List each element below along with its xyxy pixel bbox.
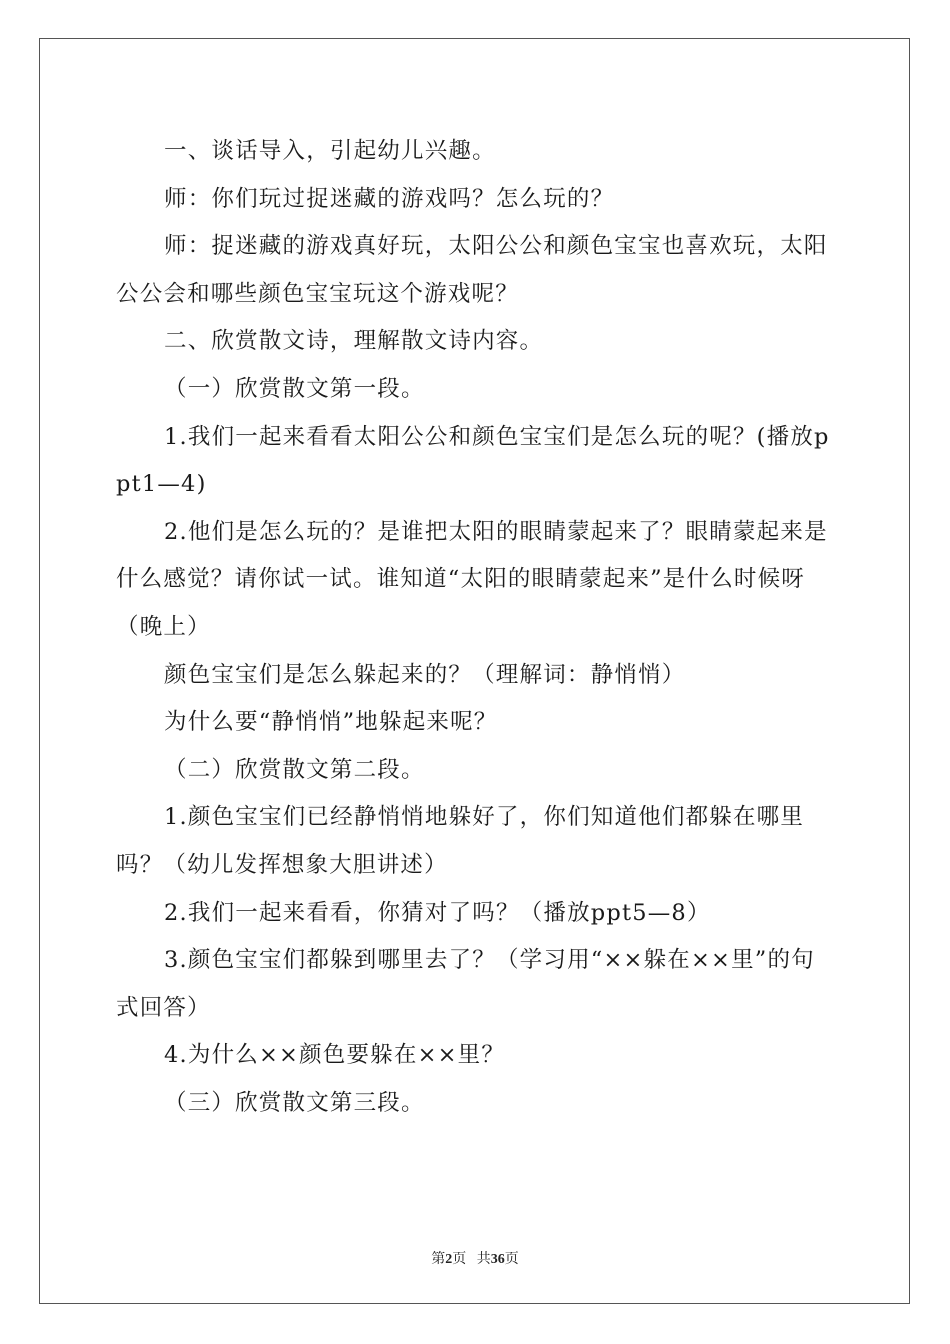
document-body (116, 128, 836, 1127)
paragraph: 师：你们玩过捉迷藏的游戏吗？怎么玩的？ (164, 185, 615, 212)
paragraph: 为什么要“静悄悄”地躲起来呢？ (164, 709, 498, 736)
current-page-number: 2 (445, 1252, 453, 1267)
paragraph: （二）欣赏散文第二段。 (164, 756, 425, 783)
paragraph: （一）欣赏散文第一段。 (164, 375, 425, 402)
paragraph: 2.我们一起来看看，你猜对了吗？（播放ppt5—8） (164, 899, 711, 926)
paragraph: 一、谈话导入，引起幼儿兴趣。 (164, 138, 496, 164)
paragraph: 4.为什么××颜色要躲在××里？ (164, 1042, 506, 1069)
paragraph: 师：捉迷藏的游戏真好玩，太阳公公和颜色宝宝也喜欢玩，太阳公公会和哪些颜色宝宝玩这个游戏呢？ (116, 233, 828, 307)
paragraph: 1.颜色宝宝们已经静悄悄地躲好了，你们知道他们都躲在哪里吗？（幼儿发挥想象大胆讲述） (116, 804, 805, 878)
paragraph: 颜色宝宝们是怎么躲起来的？（理解词：静悄悄） (164, 661, 686, 688)
footer-prefix: 第 (431, 1252, 446, 1267)
paragraph: 3.颜色宝宝们都躲到哪里去了？（学习用“××躲在××里”的句式回答） (116, 947, 815, 1021)
page-footer (0, 1248, 950, 1268)
total-page-count: 36 (490, 1252, 505, 1267)
footer-total-prefix: 共 (476, 1252, 491, 1267)
paragraph: 2.他们是怎么玩的？是谁把太阳的眼睛蒙起来了？眼睛蒙起来是什么感觉？请你试一试。谁知道“太阳的眼睛蒙起来”是什么时候呀（晚上） (116, 518, 828, 640)
footer-total-suffix: 页 (504, 1252, 519, 1267)
footer-page-suffix: 页 (452, 1252, 467, 1267)
paragraph: 二、欣赏散文诗，理解散文诗内容。 (164, 328, 544, 355)
paragraph: 1.我们一起来看看太阳公公和颜色宝宝们是怎么玩的呢？(播放ppt1—4) (116, 423, 830, 498)
paragraph: （三）欣赏散文第三段。 (164, 1089, 425, 1116)
